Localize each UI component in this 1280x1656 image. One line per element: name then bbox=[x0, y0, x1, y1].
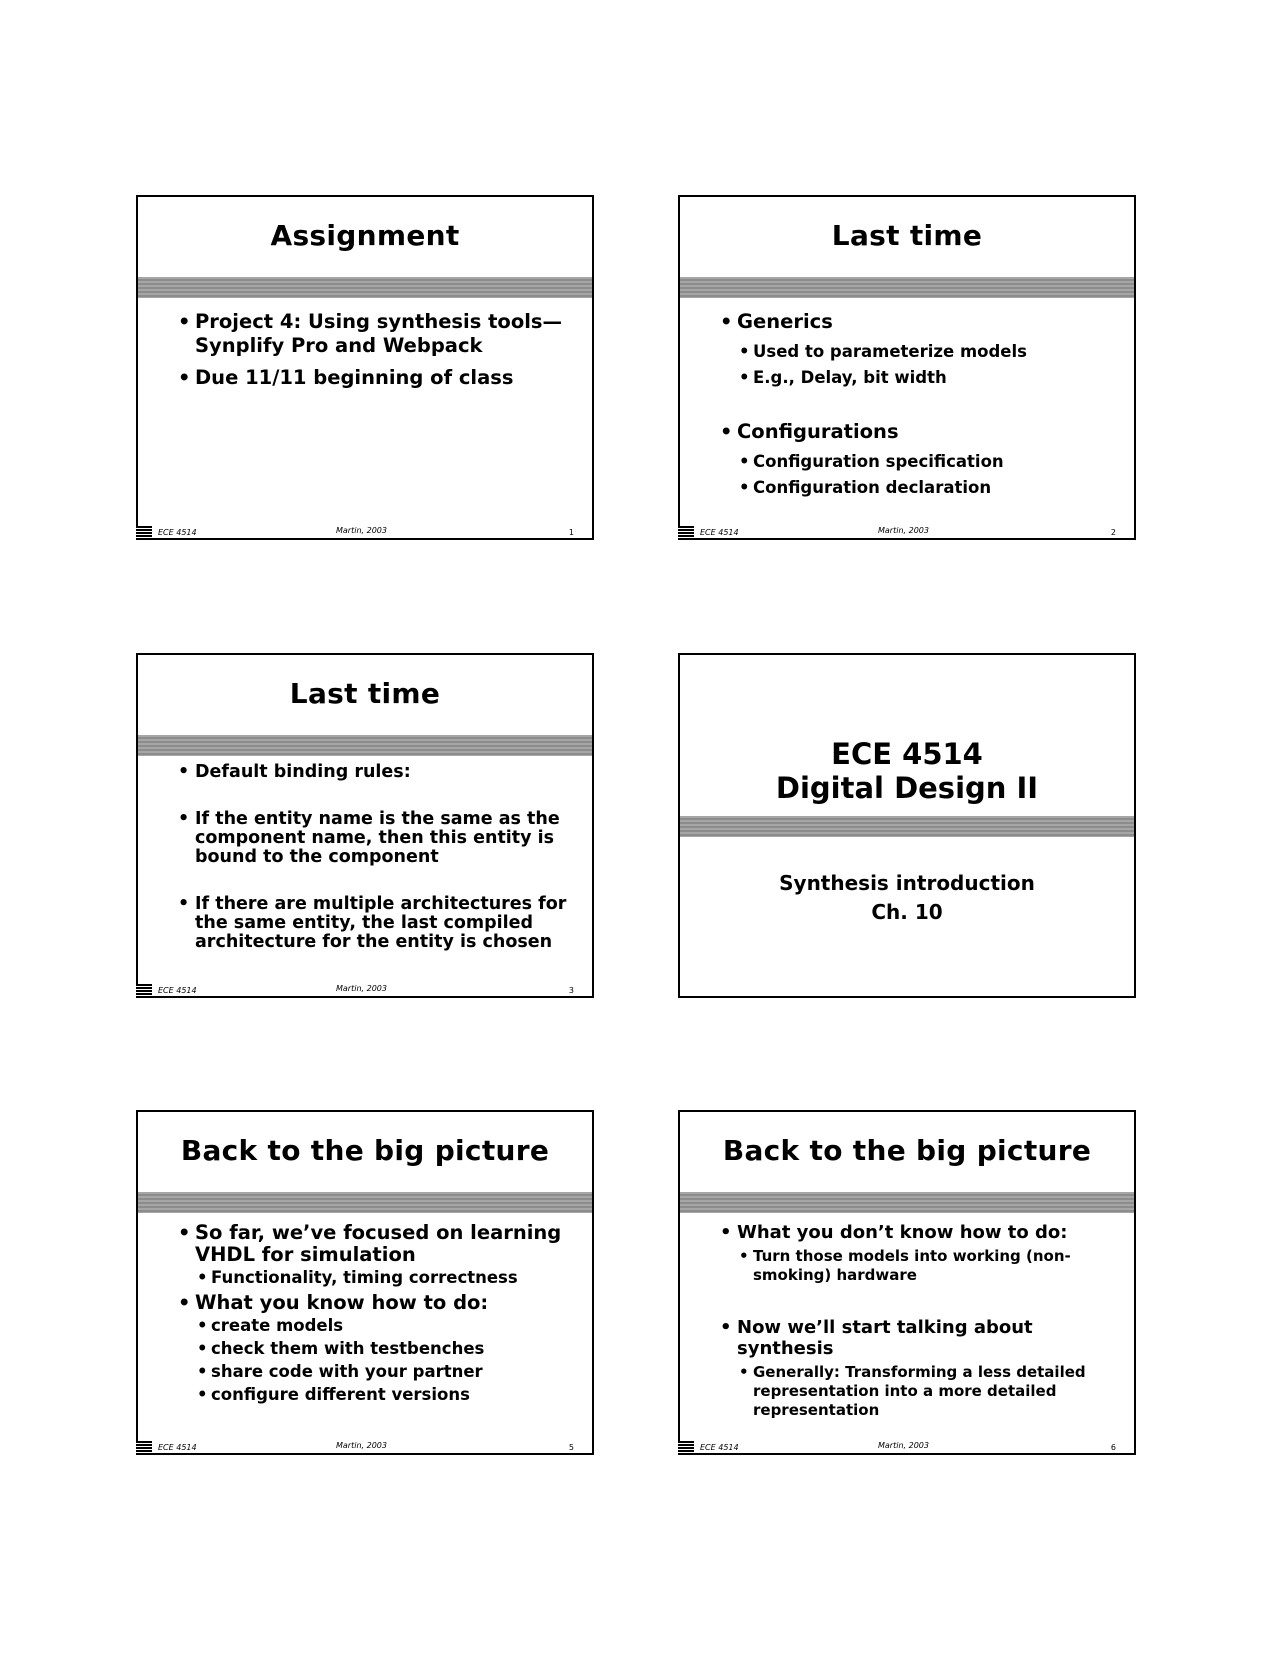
sub-bullet: • configure different versions bbox=[197, 1385, 470, 1404]
bullet-icon: • bbox=[720, 1317, 732, 1338]
bullet-icon: • bbox=[720, 310, 733, 333]
title-divider bbox=[138, 1192, 592, 1213]
logo-icon bbox=[678, 1441, 694, 1455]
slide-title: Last time bbox=[289, 677, 441, 710]
bullet-icon: • bbox=[197, 1268, 208, 1287]
logo-icon bbox=[678, 526, 694, 540]
bullet-icon: • bbox=[178, 894, 190, 914]
bullet-icon: • bbox=[197, 1362, 208, 1381]
bullet: • Due 11/11 beginning of class bbox=[178, 366, 514, 389]
bullet-icon: • bbox=[739, 1247, 749, 1265]
bullet-icon: • bbox=[720, 1222, 732, 1243]
title-divider bbox=[680, 1192, 1134, 1213]
bullet: • What you don’t know how to do: bbox=[720, 1222, 1068, 1243]
bullet-icon: • bbox=[739, 342, 750, 361]
slide-5 bbox=[136, 1110, 594, 1455]
bullet-icon: • bbox=[739, 1363, 749, 1381]
slide-1 bbox=[136, 195, 594, 540]
course-name: Digital Design II bbox=[775, 771, 1039, 805]
title-divider bbox=[138, 277, 592, 298]
slide-body bbox=[720, 1222, 1114, 1426]
slide-footer bbox=[680, 524, 1134, 538]
footer-course: ECE 4514 bbox=[700, 1443, 739, 1452]
bullet-icon: • bbox=[178, 809, 190, 829]
bullet-icon: • bbox=[197, 1385, 208, 1404]
bullet: • Configurations bbox=[720, 420, 899, 443]
slide-3 bbox=[136, 653, 594, 998]
bullet-icon: • bbox=[178, 1221, 191, 1244]
slide-number: 5 bbox=[568, 1443, 574, 1452]
slide-number: 6 bbox=[1110, 1443, 1116, 1452]
slide-body bbox=[178, 763, 572, 958]
logo-icon bbox=[136, 526, 152, 540]
lecture-chapter: Ch. 10 bbox=[871, 900, 943, 924]
footer-course: ECE 4514 bbox=[158, 986, 197, 995]
course-code: ECE 4514 bbox=[831, 737, 983, 771]
sub-bullet: • Generally: Transforming a less detailed representation into a more detailed representation bbox=[739, 1363, 1086, 1419]
slide-title: Back to the big picture bbox=[722, 1134, 1092, 1167]
bullet-icon: • bbox=[178, 310, 191, 333]
bullet: • If there are multiple architectures for the same entity, the last compiled architecture for the entity is chosen bbox=[178, 894, 567, 952]
slide-number: 1 bbox=[568, 528, 574, 537]
slide-footer bbox=[138, 524, 592, 538]
bullet-icon: • bbox=[197, 1316, 208, 1335]
bullet-icon: • bbox=[197, 1339, 208, 1358]
sub-bullet: • E.g., Delay, bit width bbox=[739, 368, 947, 387]
sub-bullet: • Used to parameterize models bbox=[739, 342, 1027, 361]
slide-2 bbox=[678, 195, 1136, 540]
footer-author: Martin, 2003 bbox=[878, 526, 929, 535]
bullet: • Now we’ll start talking about synthesis bbox=[720, 1317, 1033, 1359]
logo-icon bbox=[136, 984, 152, 998]
footer-course: ECE 4514 bbox=[158, 528, 197, 537]
bullet: • What you know how to do: bbox=[178, 1291, 489, 1314]
sub-bullet: • Turn those models into working (non-smoking) hardware bbox=[739, 1247, 1071, 1284]
slide-footer bbox=[680, 1439, 1134, 1453]
slide-footer bbox=[138, 982, 592, 996]
bullet: • If the entity name is the same as the component name, then this entity is bound to the component bbox=[178, 809, 560, 867]
footer-author: Martin, 2003 bbox=[878, 1441, 929, 1450]
lecture-topic: Synthesis introduction bbox=[779, 871, 1035, 895]
sub-bullet: • Configuration declaration bbox=[739, 478, 992, 497]
bullet-icon: • bbox=[178, 762, 190, 782]
bullet-icon: • bbox=[739, 368, 750, 387]
course-title bbox=[680, 737, 1134, 805]
bullet-icon: • bbox=[720, 420, 733, 443]
bullet: • Project 4: Using synthesis tools—Synplify Pro and Webpack bbox=[178, 310, 563, 357]
bullet-icon: • bbox=[178, 366, 191, 389]
title-divider bbox=[680, 277, 1134, 298]
slide-body bbox=[178, 1222, 572, 1408]
slide-body bbox=[178, 310, 572, 398]
bullet: • Default binding rules: bbox=[178, 762, 411, 782]
footer-author: Martin, 2003 bbox=[336, 984, 387, 993]
footer-author: Martin, 2003 bbox=[336, 1441, 387, 1450]
footer-course: ECE 4514 bbox=[700, 528, 739, 537]
slide-title: Assignment bbox=[270, 219, 460, 252]
slide-title: Back to the big picture bbox=[180, 1134, 550, 1167]
sub-bullet: • check them with testbenches bbox=[197, 1339, 485, 1358]
footer-author: Martin, 2003 bbox=[336, 526, 387, 535]
sub-bullet: • create models bbox=[197, 1316, 344, 1335]
bullet: • So far, we’ve focused on learning VHDL for simulation bbox=[178, 1221, 562, 1266]
slide-number: 2 bbox=[1110, 528, 1116, 537]
bullet-icon: • bbox=[739, 478, 750, 497]
bullet-icon: • bbox=[178, 1291, 191, 1314]
slide-footer bbox=[138, 1439, 592, 1453]
sub-bullet: • Functionality, timing correctness bbox=[197, 1268, 518, 1287]
title-divider bbox=[138, 735, 592, 756]
title-divider bbox=[680, 816, 1134, 837]
sub-bullet: • Configuration specification bbox=[739, 452, 1004, 471]
slide-number: 3 bbox=[568, 986, 574, 995]
logo-icon bbox=[136, 1441, 152, 1455]
slide-6 bbox=[678, 1110, 1136, 1455]
footer-course: ECE 4514 bbox=[158, 1443, 197, 1452]
lecture-subtitle bbox=[680, 869, 1134, 927]
bullet-icon: • bbox=[739, 452, 750, 471]
slide-body bbox=[720, 310, 1114, 504]
slide-title: Last time bbox=[831, 219, 983, 252]
sub-bullet: • share code with your partner bbox=[197, 1362, 483, 1381]
bullet: • Generics bbox=[720, 310, 833, 333]
slide-4 bbox=[678, 653, 1136, 998]
